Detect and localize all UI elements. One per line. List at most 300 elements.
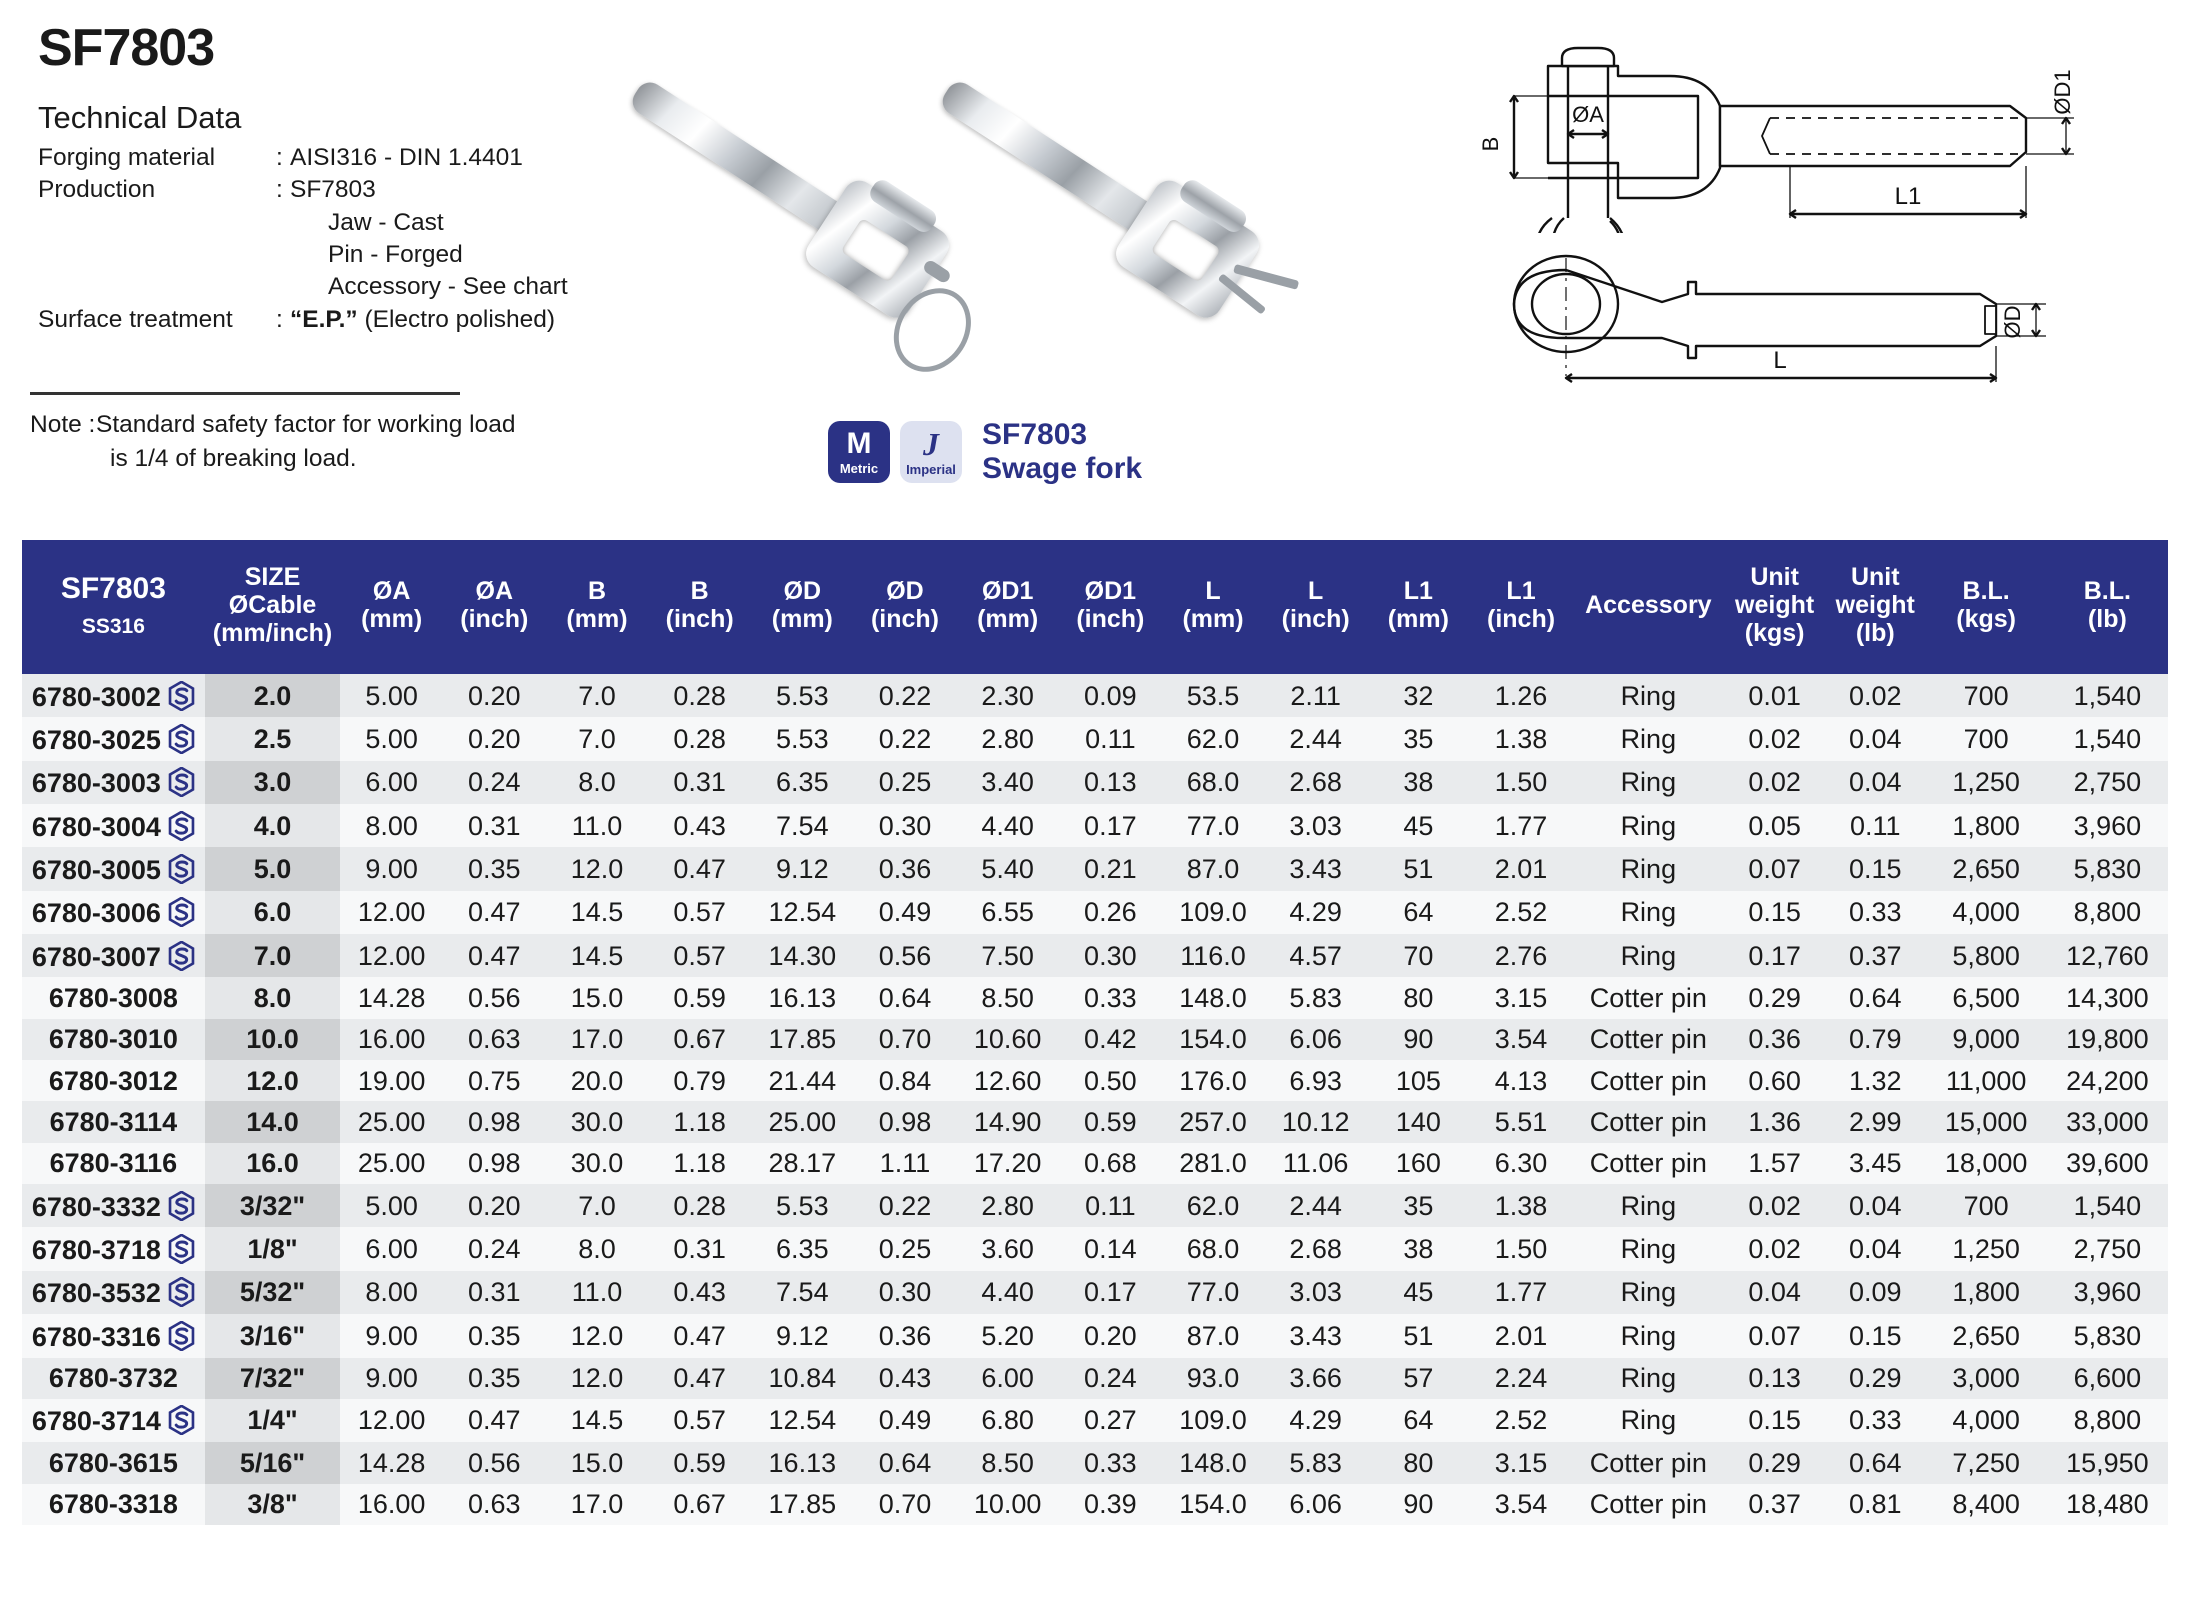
s-brand-icon xyxy=(168,1191,195,1221)
cell-oa-in: 0.35 xyxy=(443,1358,546,1399)
cell-bl-lb: 24,200 xyxy=(2047,1060,2168,1101)
table-row[interactable] xyxy=(22,1184,2168,1227)
dim-label-l1: L1 xyxy=(1894,183,1922,210)
table-row[interactable] xyxy=(22,717,2168,760)
spec-list xyxy=(38,142,568,336)
col-header-od-mm-l2: (mm) xyxy=(771,605,833,633)
s-brand-icon xyxy=(168,941,195,971)
spec-row xyxy=(38,271,568,303)
cell-od-in: 0.70 xyxy=(854,1019,957,1060)
table-row[interactable] xyxy=(22,1060,2168,1101)
cell-accessory: Ring xyxy=(1572,1184,1724,1227)
table-body xyxy=(22,674,2168,1525)
surface-treatment-bold: “E.P.” xyxy=(290,305,358,333)
cell-unit-weight-kgs: 0.05 xyxy=(1724,804,1825,847)
cell-od-in: 0.36 xyxy=(854,1314,957,1357)
cell-l1-in: 2.24 xyxy=(1470,1358,1573,1399)
spec-label: Forging material xyxy=(38,144,216,171)
spec-row xyxy=(38,207,568,239)
cell-accessory: Cotter pin xyxy=(1572,1019,1724,1060)
cell-oa-mm: 9.00 xyxy=(340,1314,443,1357)
cell-size: 3/32" xyxy=(205,1184,341,1227)
cell-size: 14.0 xyxy=(205,1101,341,1142)
cell-od1-mm: 2.80 xyxy=(956,717,1059,760)
cell-od-mm: 12.54 xyxy=(751,891,854,934)
spec-value: Jaw - Cast xyxy=(328,208,444,236)
cell-l-in: 11.06 xyxy=(1264,1143,1367,1184)
cell-l1-in: 5.51 xyxy=(1470,1101,1573,1142)
cell-od1-mm: 17.20 xyxy=(956,1143,1059,1184)
table-row[interactable] xyxy=(22,977,2168,1018)
cell-b-mm: 8.0 xyxy=(546,761,649,804)
cell-accessory: Ring xyxy=(1572,1271,1724,1314)
cell-size: 2.0 xyxy=(205,674,341,717)
s-brand-icon xyxy=(168,854,195,884)
col-header-oa-in-l2: (inch) xyxy=(460,605,529,633)
col-header-bl-lb-l1: B.L. xyxy=(2083,577,2131,605)
table-row[interactable] xyxy=(22,1019,2168,1060)
col-header-size-l2: ØCable xyxy=(228,591,317,619)
col-header-b-in-l2: (inch) xyxy=(665,605,734,633)
cell-l-mm: 62.0 xyxy=(1162,1184,1265,1227)
table-row[interactable] xyxy=(22,891,2168,934)
cell-l-in: 4.29 xyxy=(1264,891,1367,934)
cell-l-mm: 109.0 xyxy=(1162,891,1265,934)
col-header-oa-in-l1: ØA xyxy=(475,577,514,605)
cell-od1-mm: 5.20 xyxy=(956,1314,1059,1357)
cell-size: 1/8" xyxy=(205,1227,341,1270)
cell-od1-mm: 14.90 xyxy=(956,1101,1059,1142)
cell-unit-weight-kgs: 0.07 xyxy=(1724,847,1825,890)
table-row[interactable] xyxy=(22,1271,2168,1314)
table-header-row xyxy=(22,540,2168,674)
cell-b-mm: 14.5 xyxy=(546,891,649,934)
cell-od1-in: 0.11 xyxy=(1059,717,1162,760)
cell-od1-in: 0.26 xyxy=(1059,891,1162,934)
cell-od-mm: 12.54 xyxy=(751,1399,854,1442)
cell-unit-weight-kgs: 0.07 xyxy=(1724,1314,1825,1357)
cell-unit-weight-lb: 0.04 xyxy=(1825,717,1926,760)
cell-oa-in: 0.47 xyxy=(443,934,546,977)
cell-l1-in: 3.15 xyxy=(1470,977,1573,1018)
cell-size: 16.0 xyxy=(205,1143,341,1184)
col-header-b-mm xyxy=(546,540,649,674)
cell-oa-in: 0.47 xyxy=(443,891,546,934)
note-line-2: is 1/4 of breaking load. xyxy=(110,444,357,472)
cell-od-mm: 5.53 xyxy=(751,1184,854,1227)
cell-od-in: 0.36 xyxy=(854,847,957,890)
cell-od-mm: 16.13 xyxy=(751,977,854,1018)
col-header-b-in xyxy=(648,540,751,674)
cell-part-number: 6780-3007 xyxy=(22,934,205,977)
col-header-od1-in-l1: ØD1 xyxy=(1084,577,1137,605)
col-header-l-in xyxy=(1264,540,1367,674)
cell-unit-weight-lb: 0.33 xyxy=(1825,1399,1926,1442)
cell-od-in: 0.22 xyxy=(854,717,957,760)
cell-size: 8.0 xyxy=(205,977,341,1018)
cell-b-in: 0.28 xyxy=(648,1184,751,1227)
cell-oa-in: 0.63 xyxy=(443,1484,546,1525)
cell-unit-weight-kgs: 1.57 xyxy=(1724,1143,1825,1184)
cell-unit-weight-kgs: 0.15 xyxy=(1724,1399,1825,1442)
cell-od1-in: 0.59 xyxy=(1059,1101,1162,1142)
cell-bl-kgs: 5,800 xyxy=(1926,934,2047,977)
table-row[interactable] xyxy=(22,1101,2168,1142)
cell-unit-weight-lb: 0.33 xyxy=(1825,891,1926,934)
col-header-part xyxy=(22,540,205,674)
cell-bl-lb: 1,540 xyxy=(2047,717,2168,760)
cell-size: 7.0 xyxy=(205,934,341,977)
spec-value: AISI316 - DIN 1.4401 xyxy=(290,144,523,171)
cell-oa-mm: 14.28 xyxy=(340,1442,443,1483)
cell-bl-lb: 5,830 xyxy=(2047,847,2168,890)
cell-l1-in: 4.13 xyxy=(1470,1060,1573,1101)
cell-l1-mm: 80 xyxy=(1367,1442,1470,1483)
cell-od-mm: 14.30 xyxy=(751,934,854,977)
cell-l1-mm: 64 xyxy=(1367,1399,1470,1442)
cell-l-in: 6.06 xyxy=(1264,1019,1367,1060)
cell-od-in: 0.22 xyxy=(854,674,957,717)
product-name: Swage fork xyxy=(982,451,1143,485)
cell-oa-mm: 19.00 xyxy=(340,1060,443,1101)
cell-accessory: Ring xyxy=(1572,847,1724,890)
cell-bl-lb: 8,800 xyxy=(2047,1399,2168,1442)
cell-oa-in: 0.31 xyxy=(443,804,546,847)
col-header-accessory xyxy=(1572,540,1724,674)
cell-size: 3/16" xyxy=(205,1314,341,1357)
col-header-oa-mm xyxy=(340,540,443,674)
cell-unit-weight-kgs: 0.60 xyxy=(1724,1060,1825,1101)
col-header-size xyxy=(205,540,341,674)
cell-od-in: 0.49 xyxy=(854,1399,957,1442)
cell-part-number: 6780-3732 xyxy=(22,1358,205,1399)
cell-accessory: Cotter pin xyxy=(1572,1484,1724,1525)
cell-b-mm: 7.0 xyxy=(546,1184,649,1227)
cell-l1-mm: 140 xyxy=(1367,1101,1470,1142)
cell-unit-weight-lb: 0.64 xyxy=(1825,977,1926,1018)
s-brand-icon xyxy=(168,1277,195,1307)
spec-row xyxy=(38,174,568,206)
cell-size: 2.5 xyxy=(205,717,341,760)
table-row[interactable] xyxy=(22,674,2168,717)
cell-unit-weight-lb: 0.02 xyxy=(1825,674,1926,717)
cell-bl-lb: 15,950 xyxy=(2047,1442,2168,1483)
table-row[interactable] xyxy=(22,934,2168,977)
spec-row xyxy=(38,239,568,271)
dim-label-b: B xyxy=(1478,136,1503,152)
cell-l1-in: 2.01 xyxy=(1470,847,1573,890)
cell-oa-in: 0.31 xyxy=(443,1271,546,1314)
col-header-uw-kgs xyxy=(1724,540,1825,674)
cell-b-in: 0.31 xyxy=(648,761,751,804)
cell-od-mm: 17.85 xyxy=(751,1019,854,1060)
cell-od-mm: 10.84 xyxy=(751,1358,854,1399)
cell-unit-weight-kgs: 0.02 xyxy=(1724,1184,1825,1227)
cell-l-in: 3.66 xyxy=(1264,1358,1367,1399)
cell-accessory: Ring xyxy=(1572,1358,1724,1399)
cell-l-mm: 148.0 xyxy=(1162,977,1265,1018)
cell-oa-mm: 25.00 xyxy=(340,1143,443,1184)
cell-od1-mm: 7.50 xyxy=(956,934,1059,977)
cell-bl-lb: 5,830 xyxy=(2047,1314,2168,1357)
cell-size: 10.0 xyxy=(205,1019,341,1060)
cell-l-in: 2.68 xyxy=(1264,1227,1367,1270)
col-header-l1-in-l2: (inch) xyxy=(1487,605,1556,633)
cell-l1-mm: 35 xyxy=(1367,717,1470,760)
cell-b-mm: 12.0 xyxy=(546,847,649,890)
col-header-uw-lb-l1: Unit xyxy=(1850,563,1900,591)
cell-od-mm: 17.85 xyxy=(751,1484,854,1525)
col-header-oa-in xyxy=(443,540,546,674)
cell-b-in: 0.67 xyxy=(648,1484,751,1525)
cell-od-in: 0.25 xyxy=(854,1227,957,1270)
col-header-bl-lb xyxy=(2047,540,2168,674)
cell-od-mm: 21.44 xyxy=(751,1060,854,1101)
cell-bl-lb: 12,760 xyxy=(2047,934,2168,977)
cell-b-mm: 12.0 xyxy=(546,1314,649,1357)
cell-unit-weight-lb: 0.81 xyxy=(1825,1484,1926,1525)
cell-b-mm: 15.0 xyxy=(546,977,649,1018)
cell-l1-in: 1.50 xyxy=(1470,1227,1573,1270)
cell-accessory: Ring xyxy=(1572,934,1724,977)
cell-oa-mm: 25.00 xyxy=(340,1101,443,1142)
cell-l1-in: 3.15 xyxy=(1470,1442,1573,1483)
cell-l1-in: 2.52 xyxy=(1470,1399,1573,1442)
cell-b-in: 0.59 xyxy=(648,1442,751,1483)
cell-b-mm: 11.0 xyxy=(546,1271,649,1314)
cell-bl-kgs: 11,000 xyxy=(1926,1060,2047,1101)
table-row[interactable] xyxy=(22,1358,2168,1399)
cell-od1-in: 0.14 xyxy=(1059,1227,1162,1270)
cell-od1-mm: 4.40 xyxy=(956,1271,1059,1314)
cell-od-in: 0.30 xyxy=(854,1271,957,1314)
cell-bl-lb: 6,600 xyxy=(2047,1358,2168,1399)
cell-bl-kgs: 1,800 xyxy=(1926,804,2047,847)
cell-accessory: Ring xyxy=(1572,717,1724,760)
cell-unit-weight-lb: 0.64 xyxy=(1825,1442,1926,1483)
dim-label-od1: ØD1 xyxy=(2050,69,2075,115)
s-brand-icon xyxy=(168,811,195,841)
cell-od1-mm: 2.30 xyxy=(956,674,1059,717)
surface-treatment-row xyxy=(38,304,568,336)
cell-part-number: 6780-3003 xyxy=(22,761,205,804)
cell-l1-in: 3.54 xyxy=(1470,1484,1573,1525)
col-header-l1-mm-l1: L1 xyxy=(1403,577,1433,605)
cell-b-mm: 15.0 xyxy=(546,1442,649,1483)
cell-part-number: 6780-3714 xyxy=(22,1399,205,1442)
col-header-l-in-l2: (inch) xyxy=(1281,605,1350,633)
cell-l1-mm: 51 xyxy=(1367,847,1470,890)
col-header-uw-lb xyxy=(1825,540,1926,674)
surface-treatment-label: Surface treatment xyxy=(38,305,233,333)
cell-l-mm: 154.0 xyxy=(1162,1484,1265,1525)
cell-bl-lb: 3,960 xyxy=(2047,1271,2168,1314)
cell-bl-lb: 14,300 xyxy=(2047,977,2168,1018)
cell-l-in: 3.03 xyxy=(1264,1271,1367,1314)
cell-bl-lb: 8,800 xyxy=(2047,891,2168,934)
col-header-b-in-l1: B xyxy=(690,577,709,605)
cell-l1-in: 1.77 xyxy=(1470,804,1573,847)
cell-unit-weight-kgs: 0.02 xyxy=(1724,761,1825,804)
cell-part-number: 6780-3012 xyxy=(22,1060,205,1101)
cell-accessory: Ring xyxy=(1572,1227,1724,1270)
cell-od1-mm: 5.40 xyxy=(956,847,1059,890)
cell-b-in: 0.59 xyxy=(648,977,751,1018)
cell-l-mm: 148.0 xyxy=(1162,1442,1265,1483)
col-header-uw-kgs-l1: Unit xyxy=(1750,563,1799,591)
cell-b-mm: 17.0 xyxy=(546,1484,649,1525)
cell-od1-mm: 3.40 xyxy=(956,761,1059,804)
col-header-od1-mm xyxy=(956,540,1059,674)
spec-label xyxy=(38,207,276,239)
cell-od-mm: 6.35 xyxy=(751,1227,854,1270)
cell-part-number: 6780-3008 xyxy=(22,977,205,1018)
specification-table xyxy=(22,540,2168,1525)
table-row[interactable] xyxy=(22,804,2168,847)
cell-b-in: 0.79 xyxy=(648,1060,751,1101)
technical-data-heading: Technical Data xyxy=(38,100,242,135)
cell-oa-in: 0.75 xyxy=(443,1060,546,1101)
cell-bl-lb: 39,600 xyxy=(2047,1143,2168,1184)
col-header-od1-in-l2: (inch) xyxy=(1076,605,1145,633)
col-header-size-l1: SIZE xyxy=(244,563,301,591)
cell-od-in: 0.30 xyxy=(854,804,957,847)
table-row[interactable] xyxy=(22,1227,2168,1270)
cell-unit-weight-kgs: 0.29 xyxy=(1724,977,1825,1018)
s-brand-icon xyxy=(168,724,195,754)
col-header-od-mm xyxy=(751,540,854,674)
cell-part-number: 6780-3010 xyxy=(22,1019,205,1060)
cell-accessory: Ring xyxy=(1572,761,1724,804)
cell-l-mm: 87.0 xyxy=(1162,1314,1265,1357)
cell-l1-mm: 51 xyxy=(1367,1314,1470,1357)
cell-bl-kgs: 7,250 xyxy=(1926,1442,2047,1483)
col-header-l1-in xyxy=(1470,540,1573,674)
dim-label-oa: ØA xyxy=(1572,102,1604,127)
cell-part-number: 6780-3004 xyxy=(22,804,205,847)
product-name-block xyxy=(982,418,1142,485)
cell-l1-mm: 32 xyxy=(1367,674,1470,717)
cell-oa-mm: 8.00 xyxy=(340,1271,443,1314)
table-row[interactable] xyxy=(22,1399,2168,1442)
cell-od1-in: 0.30 xyxy=(1059,934,1162,977)
cell-b-in: 0.28 xyxy=(648,717,751,760)
table-row[interactable] xyxy=(22,1442,2168,1483)
spec-row xyxy=(38,142,568,174)
cell-od1-in: 0.09 xyxy=(1059,674,1162,717)
cell-bl-lb: 2,750 xyxy=(2047,1227,2168,1270)
cell-l-mm: 109.0 xyxy=(1162,1399,1265,1442)
cell-b-in: 0.67 xyxy=(648,1019,751,1060)
specification-table-wrapper xyxy=(22,540,2168,1525)
cell-l-mm: 77.0 xyxy=(1162,804,1265,847)
cell-b-mm: 17.0 xyxy=(546,1019,649,1060)
cell-od1-mm: 6.00 xyxy=(956,1358,1059,1399)
cell-od1-in: 0.21 xyxy=(1059,847,1162,890)
cell-b-in: 0.57 xyxy=(648,1399,751,1442)
cell-unit-weight-lb: 0.29 xyxy=(1825,1358,1926,1399)
cell-od-in: 0.49 xyxy=(854,891,957,934)
col-header-bl-lb-l2: (lb) xyxy=(2087,605,2127,633)
drawing-top-view xyxy=(1480,238,2180,403)
cell-l-in: 3.03 xyxy=(1264,804,1367,847)
cell-part-number: 6780-3025 xyxy=(22,717,205,760)
cell-bl-lb: 1,540 xyxy=(2047,674,2168,717)
cell-od1-in: 0.11 xyxy=(1059,1184,1162,1227)
table-row[interactable] xyxy=(22,1143,2168,1184)
cell-size: 3/8" xyxy=(205,1484,341,1525)
cell-size: 7/32" xyxy=(205,1358,341,1399)
cell-oa-in: 0.56 xyxy=(443,977,546,1018)
spec-label xyxy=(38,239,276,271)
table-row[interactable] xyxy=(22,847,2168,890)
cell-l1-in: 1.26 xyxy=(1470,674,1573,717)
cell-bl-kgs: 9,000 xyxy=(1926,1019,2047,1060)
cell-unit-weight-lb: 0.15 xyxy=(1825,847,1926,890)
s-brand-icon xyxy=(168,767,195,797)
cell-b-in: 0.47 xyxy=(648,847,751,890)
cell-part-number: 6780-3316 xyxy=(22,1314,205,1357)
cell-oa-mm: 16.00 xyxy=(340,1019,443,1060)
cell-od-mm: 5.53 xyxy=(751,674,854,717)
table-row[interactable] xyxy=(22,761,2168,804)
cell-oa-in: 0.35 xyxy=(443,847,546,890)
cell-oa-in: 0.98 xyxy=(443,1101,546,1142)
cell-od1-in: 0.13 xyxy=(1059,761,1162,804)
cell-unit-weight-lb: 0.37 xyxy=(1825,934,1926,977)
cell-part-number: 6780-3002 xyxy=(22,674,205,717)
col-header-od-mm-l1: ØD xyxy=(783,577,822,605)
col-header-l1-mm xyxy=(1367,540,1470,674)
cell-b-in: 1.18 xyxy=(648,1143,751,1184)
cell-l-mm: 116.0 xyxy=(1162,934,1265,977)
cell-bl-lb: 1,540 xyxy=(2047,1184,2168,1227)
cell-od-mm: 7.54 xyxy=(751,804,854,847)
cell-od-mm: 16.13 xyxy=(751,1442,854,1483)
cell-od1-mm: 6.80 xyxy=(956,1399,1059,1442)
cell-l1-mm: 35 xyxy=(1367,1184,1470,1227)
col-header-b-mm-l2: (mm) xyxy=(566,605,628,633)
cell-l1-mm: 90 xyxy=(1367,1019,1470,1060)
cell-l-in: 5.83 xyxy=(1264,977,1367,1018)
cell-bl-lb: 18,480 xyxy=(2047,1484,2168,1525)
cell-part-number: 6780-3318 xyxy=(22,1484,205,1525)
cell-bl-kgs: 4,000 xyxy=(1926,891,2047,934)
cell-b-in: 0.31 xyxy=(648,1227,751,1270)
surface-treatment-colon: : xyxy=(276,305,283,333)
cell-l1-in: 1.38 xyxy=(1470,717,1573,760)
col-header-od-in-l1: ØD xyxy=(886,577,924,605)
cell-od-in: 0.84 xyxy=(854,1060,957,1101)
spec-colon xyxy=(276,239,290,271)
cell-od1-in: 0.50 xyxy=(1059,1060,1162,1101)
surface-treatment-value xyxy=(290,304,568,336)
cell-l1-mm: 38 xyxy=(1367,1227,1470,1270)
cell-od-in: 0.56 xyxy=(854,934,957,977)
s-brand-icon xyxy=(168,1234,195,1264)
cell-l-mm: 68.0 xyxy=(1162,1227,1265,1270)
cell-size: 5/32" xyxy=(205,1271,341,1314)
cell-l-in: 5.83 xyxy=(1264,1442,1367,1483)
cell-bl-kgs: 1,250 xyxy=(1926,1227,2047,1270)
cell-part-number: 6780-3718 xyxy=(22,1227,205,1270)
table-row[interactable] xyxy=(22,1484,2168,1525)
cell-unit-weight-kgs: 0.02 xyxy=(1724,717,1825,760)
cell-bl-kgs: 2,650 xyxy=(1926,1314,2047,1357)
cell-l1-mm: 57 xyxy=(1367,1358,1470,1399)
table-row[interactable] xyxy=(22,1314,2168,1357)
cell-bl-lb: 33,000 xyxy=(2047,1101,2168,1142)
